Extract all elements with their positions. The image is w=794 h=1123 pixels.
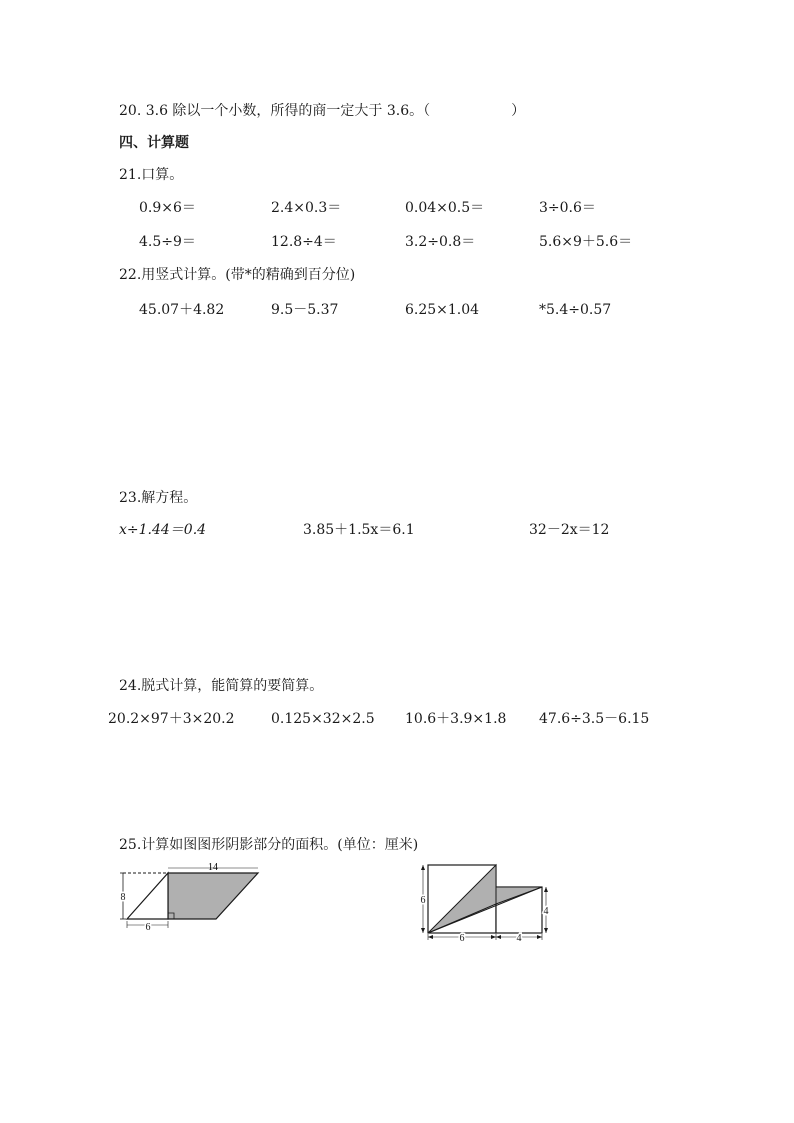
shaded-region [168,873,258,919]
oral-item: 12.8÷4＝ [271,234,337,250]
label-bottom-right: 4 [516,933,522,944]
equation-item: 32－2x＝12 [529,522,610,538]
vertical-calc-item: *5.4÷0.57 [539,302,612,318]
oral-item: 4.5÷9＝ [139,234,196,250]
label-top: 14 [208,862,218,873]
question-20-close: ） [511,103,526,119]
oral-item: 0.04×0.5＝ [405,200,485,216]
stepwise-item: 47.6÷3.5－6.15 [539,711,650,727]
figure-parallelogram [110,858,270,936]
question-20 [119,102,525,120]
oral-item: 3.2÷0.8＝ [405,234,476,250]
label-left-height: 6 [420,895,426,906]
label-base: 6 [145,922,151,933]
figure-two-squares [414,860,562,946]
stepwise-item: 0.125×32×2.5 [271,711,375,727]
question-21-title: 21.口算。 [119,167,184,183]
question-20-text: 20. 3.6 除以一个小数，所得的商一定大于 3.6。（ [119,103,431,119]
label-height: 8 [120,892,126,903]
oral-item: 5.6×9＋5.6＝ [539,234,633,250]
section-4-title: 四、计算题 [119,135,189,151]
vertical-calc-item: 9.5－5.37 [271,302,339,318]
vertical-calc-item: 6.25×1.04 [405,302,480,318]
label-right-height: 4 [543,906,549,917]
oral-item: 0.9×6＝ [139,200,196,216]
oral-item: 2.4×0.3＝ [271,200,342,216]
vertical-calc-item: 45.07＋4.82 [139,302,225,318]
stepwise-item: 10.6＋3.9×1.8 [405,711,507,727]
question-25-title: 25.计算如图图形阴影部分的面积。(单位：厘米) [119,837,419,853]
question-22-title: 22.用竖式计算。(带*的精确到百分位) [119,267,356,283]
equation-item: x÷1.44＝0.4 [119,522,207,538]
oral-item: 3÷0.6＝ [539,200,596,216]
label-bottom-left: 6 [459,933,465,944]
equation-item: 3.85＋1.5x＝6.1 [303,522,415,538]
question-23-title: 23.解方程。 [119,490,198,506]
unshaded-triangle [127,873,168,919]
question-24-title: 24.脱式计算，能简算的要简算。 [119,678,324,694]
stepwise-item: 20.2×97＋3×20.2 [108,711,235,727]
